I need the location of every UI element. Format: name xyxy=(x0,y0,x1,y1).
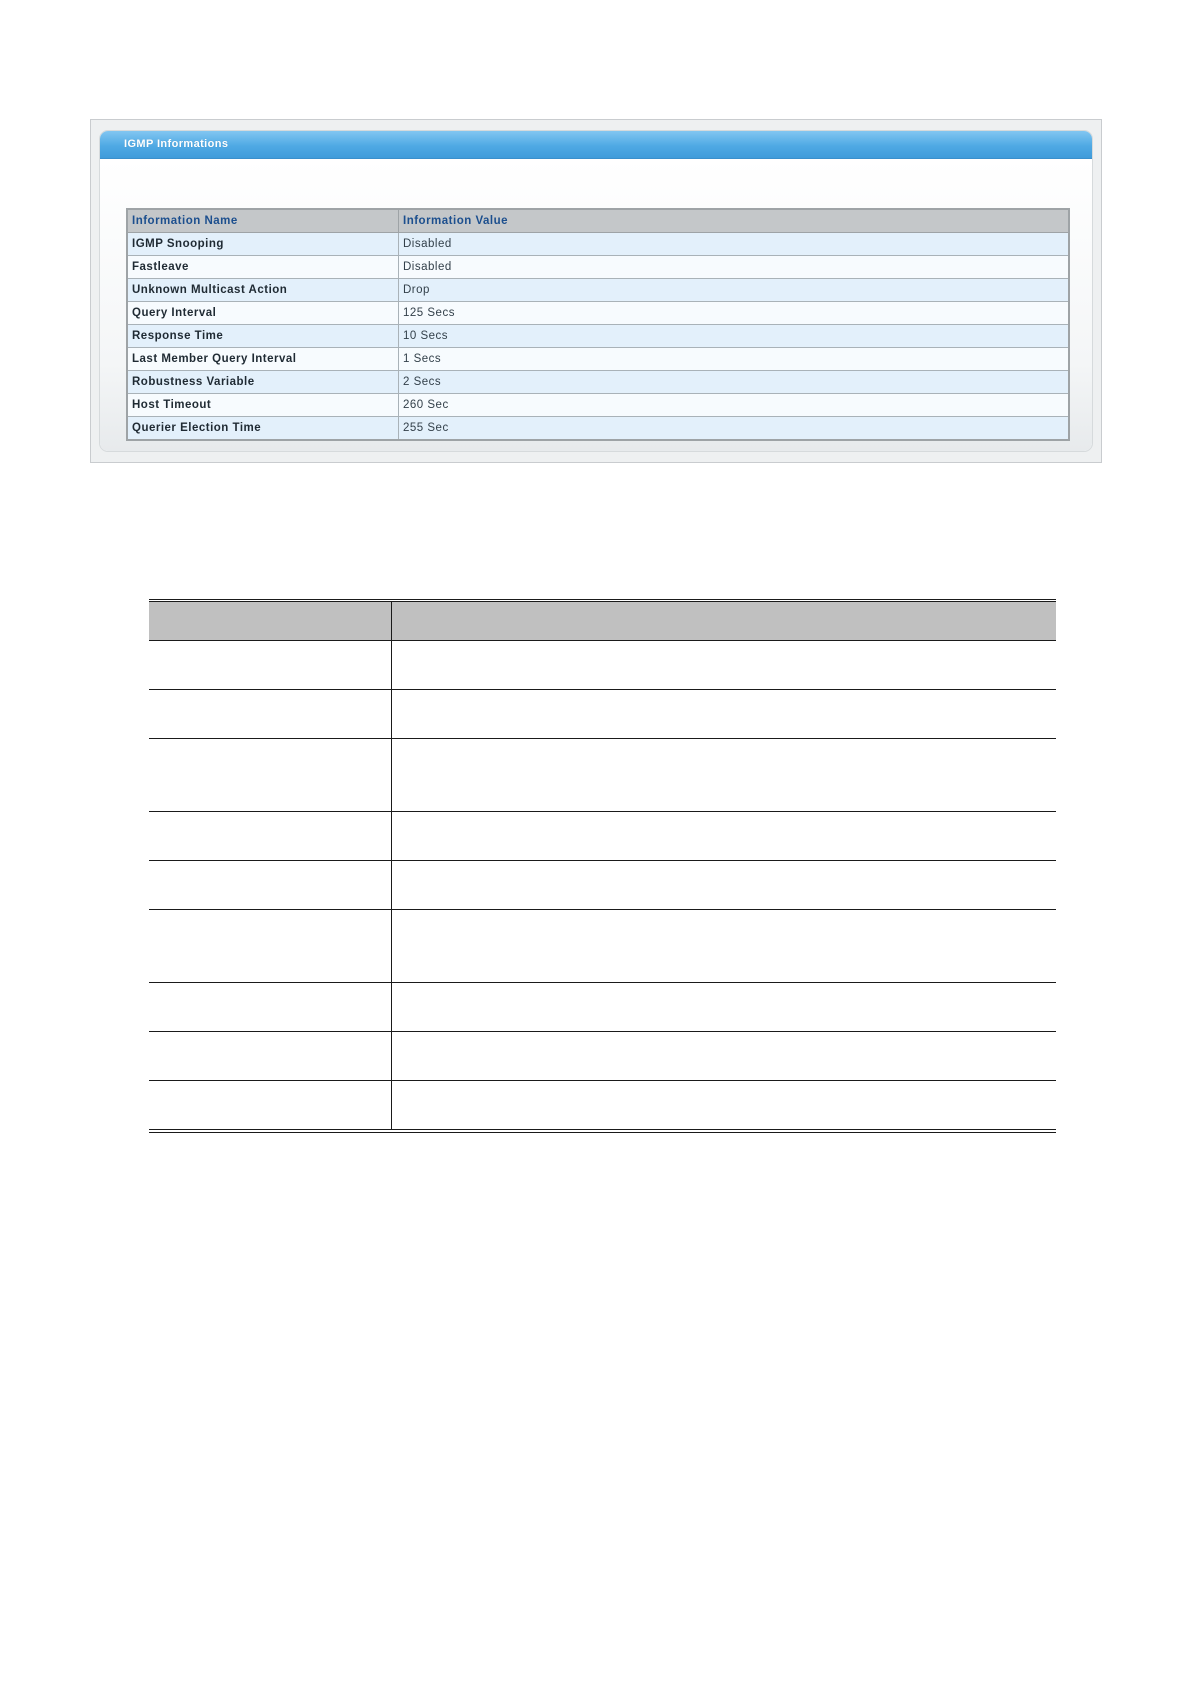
info-value: 10 Secs xyxy=(399,325,1070,348)
description-cell xyxy=(149,739,392,812)
description-cell xyxy=(149,861,392,910)
description-row xyxy=(149,641,1056,690)
table-row xyxy=(127,233,1069,256)
table-row xyxy=(127,279,1069,302)
description-row xyxy=(149,690,1056,739)
description-row xyxy=(149,812,1056,861)
description-cell xyxy=(149,910,392,983)
screenshot-frame xyxy=(90,119,1102,463)
description-row xyxy=(149,1032,1056,1081)
description-cell xyxy=(392,1081,1057,1132)
panel-title: IGMP Informations xyxy=(100,131,1092,159)
info-value: Disabled xyxy=(399,233,1070,256)
info-name: Last Member Query Interval xyxy=(127,348,399,371)
info-name: IGMP Snooping xyxy=(127,233,399,256)
description-cell xyxy=(392,739,1057,812)
info-name: Unknown Multicast Action xyxy=(127,279,399,302)
description-cell xyxy=(392,983,1057,1032)
info-name: Query Interval xyxy=(127,302,399,325)
info-name: Response Time xyxy=(127,325,399,348)
table-row xyxy=(127,417,1069,441)
description-cell xyxy=(149,641,392,690)
info-value: 125 Secs xyxy=(399,302,1070,325)
description-row xyxy=(149,1081,1056,1132)
description-cell xyxy=(149,812,392,861)
description-row xyxy=(149,861,1056,910)
description-header-cell xyxy=(392,601,1057,641)
description-cell xyxy=(149,1032,392,1081)
table-row xyxy=(127,256,1069,279)
table-row xyxy=(127,325,1069,348)
table-row xyxy=(127,394,1069,417)
description-table xyxy=(149,599,1056,1133)
description-cell xyxy=(149,983,392,1032)
description-cell xyxy=(392,690,1057,739)
description-cell xyxy=(392,1032,1057,1081)
column-header-name: Information Name xyxy=(127,209,399,233)
igmp-info-table xyxy=(126,208,1070,441)
info-value: 2 Secs xyxy=(399,371,1070,394)
info-name: Querier Election Time xyxy=(127,417,399,441)
info-value: Disabled xyxy=(399,256,1070,279)
panel-body xyxy=(100,159,1092,451)
info-value: 260 Sec xyxy=(399,394,1070,417)
description-cell xyxy=(392,812,1057,861)
description-cell xyxy=(392,641,1057,690)
description-cell xyxy=(149,690,392,739)
description-cell xyxy=(392,861,1057,910)
column-header-value: Information Value xyxy=(399,209,1070,233)
description-cell xyxy=(392,910,1057,983)
description-header-row xyxy=(149,601,1056,641)
description-cell xyxy=(149,1081,392,1132)
info-name: Fastleave xyxy=(127,256,399,279)
description-row xyxy=(149,739,1056,812)
table-row xyxy=(127,302,1069,325)
igmp-informations-panel xyxy=(99,130,1093,452)
info-value: Drop xyxy=(399,279,1070,302)
description-header-cell xyxy=(149,601,392,641)
description-row xyxy=(149,910,1056,983)
table-header-row xyxy=(127,209,1069,233)
info-value: 1 Secs xyxy=(399,348,1070,371)
table-row xyxy=(127,371,1069,394)
description-row xyxy=(149,983,1056,1032)
info-name: Robustness Variable xyxy=(127,371,399,394)
table-row xyxy=(127,348,1069,371)
info-value: 255 Sec xyxy=(399,417,1070,441)
info-name: Host Timeout xyxy=(127,394,399,417)
